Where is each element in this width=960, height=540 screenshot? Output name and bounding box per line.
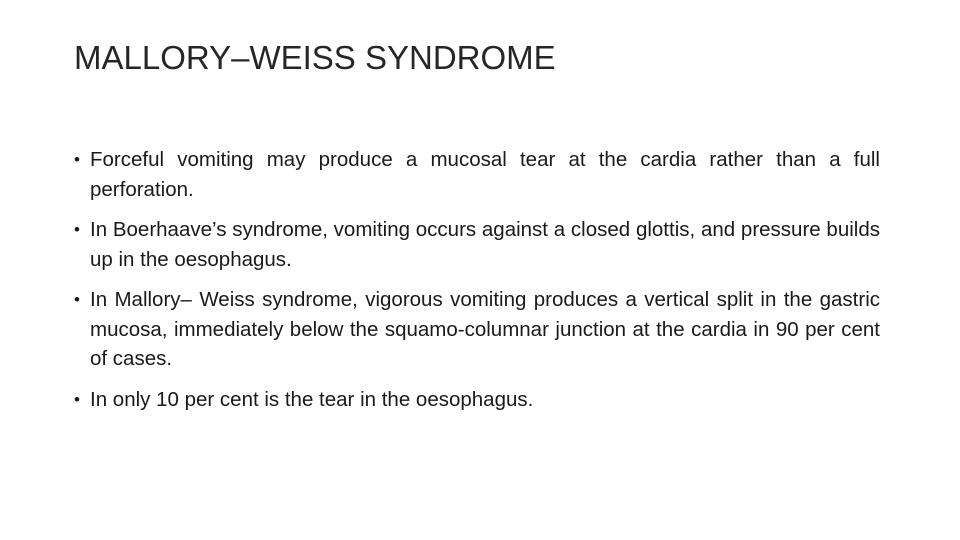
bullet-item-1: [74, 145, 880, 204]
bullet-icon: •: [74, 389, 80, 409]
bullet-item-4: [74, 385, 880, 415]
bullet-item-2: [74, 215, 880, 274]
bullet-list: [74, 145, 880, 425]
bullet-icon: •: [74, 220, 80, 239]
bullet-text: In Boerhaave’s syndrome, vomiting occurs against a closed glottis, and pressure builds up in the oesophagus.: [90, 218, 880, 271]
bullet-text: Forceful vomiting may produce a mucosal tear at the cardia rather than a full perforation.: [90, 148, 880, 201]
bullet-item-3: [74, 285, 880, 374]
bullet-icon: •: [74, 150, 80, 169]
bullet-text: In only 10 per cent is the tear in the oesophagus.: [90, 387, 534, 411]
bullet-text: In Mallory– Weiss syndrome, vigorous vomiting produces a vertical split in the gastric mucosa, immediately below the squamo-columnar junction at the cardia in 90 per cent of cases.: [90, 288, 880, 370]
slide-title: MALLORY–WEISS SYNDROME: [74, 39, 556, 76]
bullet-icon: •: [74, 290, 80, 309]
